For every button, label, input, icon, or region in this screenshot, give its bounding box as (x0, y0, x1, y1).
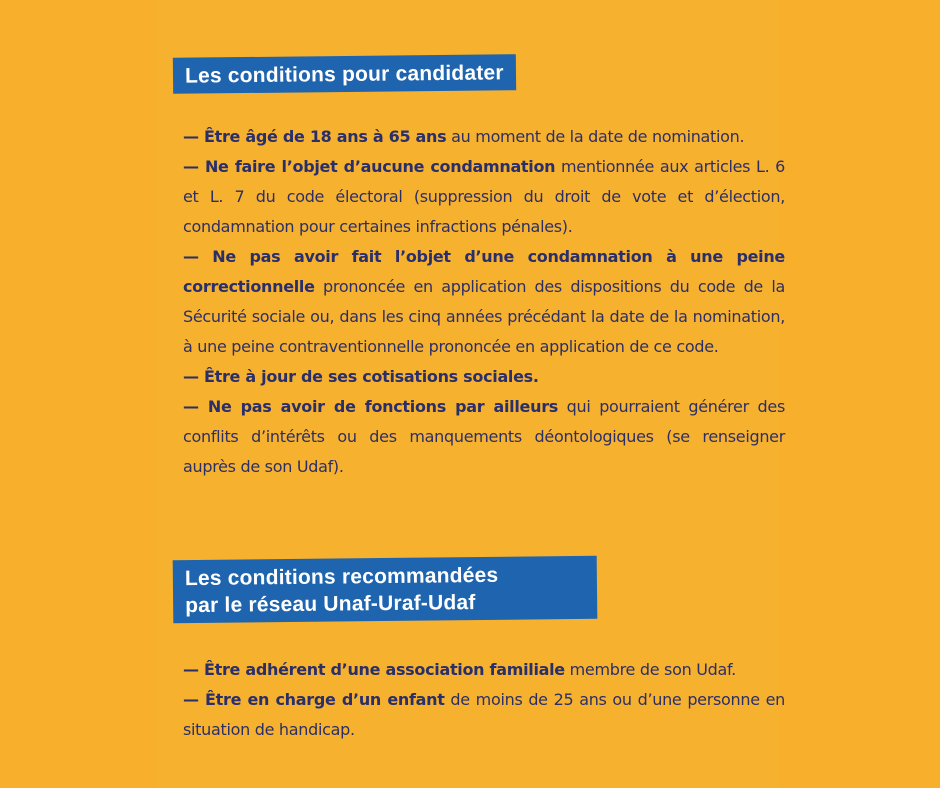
heading-line-2: par le réseau Unaf-Uraf-Udaf (185, 591, 476, 618)
list-item: — Ne faire l’objet d’aucune condamnation mentionnée aux articles L. 6 et L. 7 du code électoral (suppression du droit de vote et d’élection, condamnation pour certaines infractions pénales). (183, 157, 785, 236)
section-heading-recommended (173, 556, 598, 623)
conditions-list (183, 122, 785, 482)
list-item: — Être à jour de ses cotisations sociales. (183, 367, 539, 386)
heading-line-1: Les conditions recommandées (184, 563, 499, 591)
list-item: — Être âgé de 18 ans à 65 ans au moment de la date de nomination. (183, 127, 745, 146)
section-heading-conditions: Les conditions pour candidater (173, 54, 516, 94)
list-item: — Ne pas avoir de fonctions par ailleurs qui pourraient générer des conflits d’intérêts ou des manquements déontologiques (se renseigner auprès de son Udaf). (183, 397, 785, 476)
list-item: — Être adhérent d’une association familiale membre de son Udaf. (183, 660, 736, 679)
recommended-list (183, 655, 785, 745)
list-item: — Ne pas avoir fait l’objet d’une condamnation à une peine correctionnelle prononcée en application des dispositions du code de la Sécurité sociale ou, dans les cinq années précédant la date de la nomination, à une peine contraventionnelle prononcée en application de ce code. (183, 247, 785, 356)
list-item: — Être en charge d’un enfant de moins de 25 ans ou d’une personne en situation de handicap. (183, 690, 785, 739)
